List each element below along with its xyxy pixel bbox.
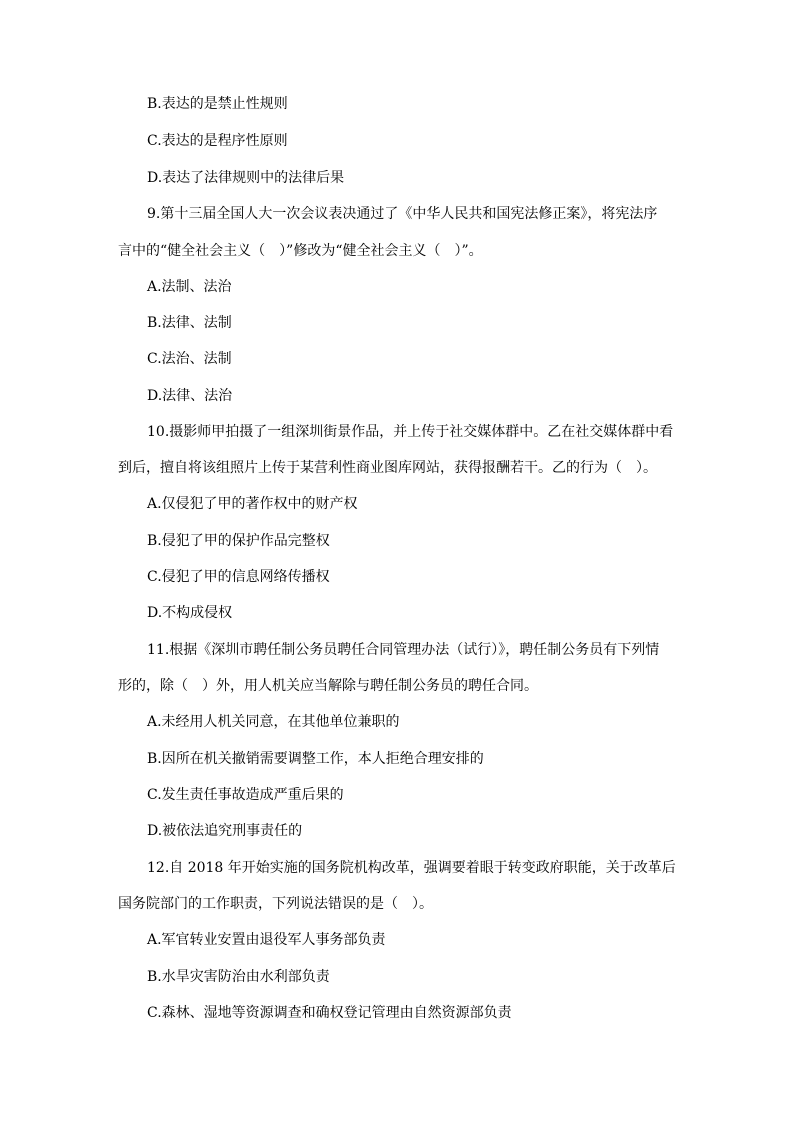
q8-option-b: B.表达的是禁止性规则	[147, 96, 288, 112]
q9-stem-line2: 言中的“健全社会主义（ ）”修改为“健全社会主义（ ）”。	[118, 243, 483, 259]
q12-option-b: B.水旱灾害防治由水利部负责	[147, 969, 330, 985]
q12-stem-line1: 12.自 2018 年开始实施的国务院机构改革，强调要着眼于转变政府职能，关于改革后	[147, 860, 676, 876]
q12-option-c: C.森林、湿地等资源调查和确权登记管理由自然资源部负责	[147, 1005, 512, 1021]
q11-option-b: B.因所在机关撤销需要调整工作，本人拒绝合理安排的	[147, 751, 484, 767]
q10-option-d: D.不构成侵权	[147, 605, 233, 621]
q9-option-d: D.法律、法治	[147, 388, 233, 404]
q9-stem-line1: 9.第十三届全国人大一次会议表决通过了《中华人民共和国宪法修正案》，将宪法序	[147, 206, 658, 222]
q11-option-c: C.发生责任事故造成严重后果的	[147, 787, 344, 803]
q10-option-c: C.侵犯了甲的信息网络传播权	[147, 569, 330, 585]
q10-option-a: A.仅侵犯了甲的著作权中的财产权	[147, 496, 358, 512]
q10-stem-line2: 到后，擅自将该组照片上传于某营利性商业图库网站，获得报酬若干。乙的行为（ ）。	[118, 460, 657, 476]
q8-option-d: D.表达了法律规则中的法律后果	[147, 170, 345, 186]
q10-stem-line1: 10.摄影师甲拍摄了一组深圳街景作品，并上传于社交媒体群中。乙在社交媒体群中看	[147, 424, 674, 440]
q12-option-a: A.军官转业安置由退役军人事务部负责	[147, 932, 386, 948]
q9-option-b: B.法律、法制	[147, 315, 232, 331]
q11-stem-line1: 11.根据《深圳市聘任制公务员聘任合同管理办法（试行）》，聘任制公务员有下列情	[147, 642, 660, 658]
q11-option-d: D.被依法追究刑事责任的	[147, 823, 303, 839]
q12-stem-line2: 国务院部门的工作职责，下列说法错误的是（ ）。	[118, 896, 433, 912]
q10-option-b: B.侵犯了甲的保护作品完整权	[147, 533, 330, 549]
q8-option-c: C.表达的是程序性原则	[147, 133, 288, 149]
q9-option-a: A.法制、法治	[147, 279, 232, 295]
q11-option-a: A.未经用人机关同意，在其他单位兼职的	[147, 714, 400, 730]
q11-stem-line2: 形的，除（ ）外，用人机关应当解除与聘任制公务员的聘任合同。	[118, 678, 538, 694]
q9-option-c: C.法治、法制	[147, 351, 232, 367]
